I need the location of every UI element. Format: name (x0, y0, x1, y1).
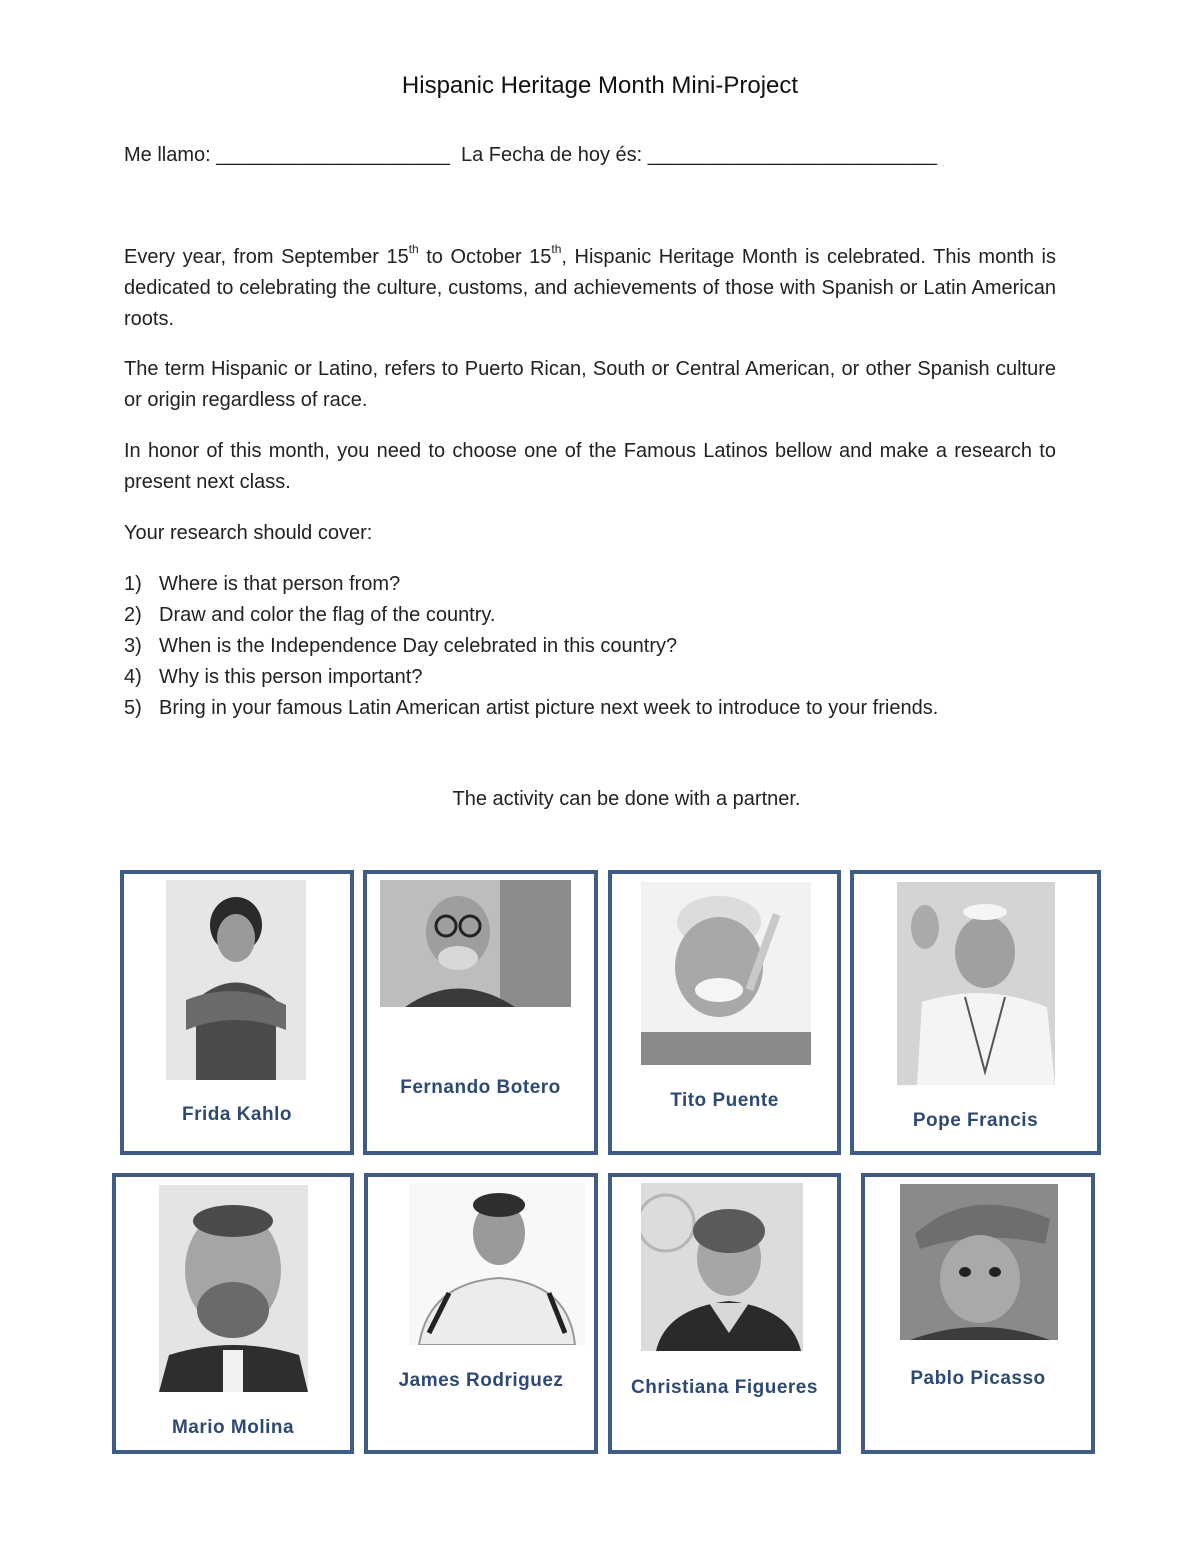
list-text: When is the Independence Day celebrated in this country? (159, 635, 678, 657)
card-name: Mario Molina (171, 1417, 295, 1438)
name-label: Me llamo: (124, 144, 211, 166)
card-christiana-figueres (608, 1173, 841, 1454)
ordinal-suffix: th (408, 242, 419, 257)
name-blank: _____________________ (216, 144, 450, 166)
card-name: Pope Francis (912, 1110, 1039, 1131)
page-title: Hispanic Heritage Month Mini-Project (401, 72, 799, 99)
date-blank: __________________________ (647, 144, 937, 166)
card-name: James Rodriguez (398, 1370, 564, 1391)
list-number: 5) (124, 697, 142, 719)
portrait-photo (409, 1183, 585, 1345)
list-item (124, 693, 1056, 724)
research-intro: Your research should cover: (124, 522, 373, 544)
card-name: Christiana Figueres (631, 1377, 818, 1398)
portrait-photo (159, 1185, 308, 1392)
list-text: Draw and color the flag of the country. (159, 604, 496, 626)
card-james-rodriguez (364, 1173, 598, 1454)
card-name: Pablo Picasso (910, 1368, 1046, 1389)
intro-paragraph (124, 242, 1056, 335)
card-tito-puente (608, 870, 841, 1155)
list-number: 2) (124, 604, 142, 626)
portrait-photo (900, 1184, 1058, 1340)
name-date-line (124, 144, 937, 167)
card-mario-molina (112, 1173, 354, 1454)
card-name: Frida Kahlo (181, 1104, 292, 1125)
list-text: Why is this person important? (159, 666, 423, 688)
intro-text-b: to October 15 (418, 246, 552, 268)
date-label: La Fecha de hoy és: (460, 144, 643, 166)
card-fernando-botero (363, 870, 598, 1155)
card-name: Fernando Botero (400, 1077, 561, 1098)
card-pablo-picasso (861, 1173, 1095, 1454)
card-frida-kahlo (120, 870, 354, 1155)
portrait-photo (380, 880, 571, 1007)
research-list (124, 569, 1056, 724)
list-text: Bring in your famous Latin American artist picture next week to introduce to your friends. (159, 697, 939, 719)
instruction-paragraph: In honor of this month, you need to choose one of the Famous Latinos bellow and make a research to present next class. (124, 440, 1056, 493)
portrait-photo (641, 1183, 803, 1351)
list-item (124, 600, 1056, 631)
definition-paragraph: The term Hispanic or Latino, refers to Puerto Rican, South or Central American, or other Spanish culture or origin regardless of race. (124, 358, 1056, 411)
ordinal-suffix: th (551, 242, 562, 257)
list-item (124, 662, 1056, 693)
list-item (124, 631, 1056, 662)
card-pope-francis (850, 870, 1101, 1155)
list-text: Where is that person from? (159, 573, 401, 595)
portrait-photo (897, 882, 1055, 1085)
list-number: 3) (124, 635, 142, 657)
list-item (124, 569, 1056, 600)
intro-text-c: , Hispanic Heritage Month is celebrated. This month is dedicated to celebrating the culture, customs, and achievements of those with Spanish or Latin American roots. (124, 246, 1056, 330)
intro-text-a: Every year, from September 15 (124, 246, 409, 268)
list-number: 4) (124, 666, 142, 688)
list-number: 1) (124, 573, 142, 595)
portrait-photo (641, 882, 811, 1065)
card-name: Tito Puente (670, 1090, 779, 1111)
closing-note: The activity can be done with a partner. (452, 788, 801, 810)
portrait-photo (166, 880, 306, 1080)
